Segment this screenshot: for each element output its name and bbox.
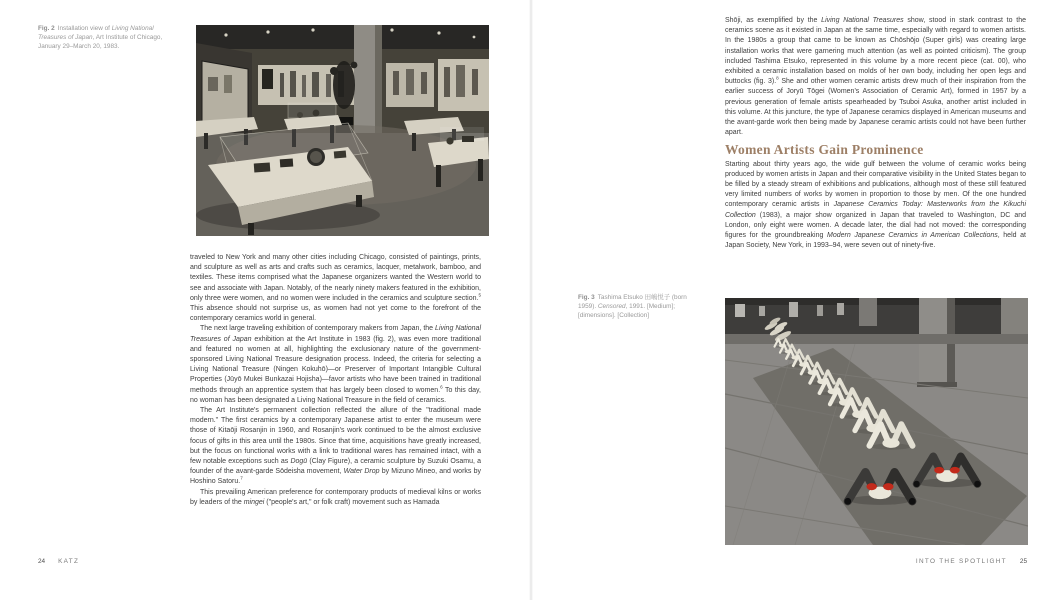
figure-2-caption [38,24,168,51]
paragraph: This prevailing American preference for contemporary products of medieval kilns or works by leaders of the mingei ("people's art," or folk craft) movement such as Hamada [190,488,481,506]
left-running-head: KATZ [58,558,80,565]
figure-2-photo-gallery-installation [196,25,489,236]
figure-2-label: Fig. 2 [38,25,55,32]
figure-3-caption [578,293,698,320]
figure-3-label: Fig. 3 [578,294,595,301]
left-page-footer [38,558,79,565]
ceramic-legs-illustration [725,298,1028,545]
figure-2-caption-text: Installation view of Living National Treasures of Japan, Art Institute of Chicago, January 29–March 20, 1983. [38,25,163,50]
section-heading: Women Artists Gain Prominence [725,142,924,158]
paragraph: The Art Institute's permanent collection reflected the allure of the "traditional made modern." The first ceramics by a contemporary Japanese artist to enter the museum were those of Kitaōji Rosanjin in 1960, and Rosanjin's work continued to be the almost exclusive focus of gifts in this area until the 1980s. Since that time, acquisitions have greatly increased, but the focus on functional works with a link to traditional wares has remained intact, with a few notable exceptions such as Dogū (Clay Figure), a ceramic sculpture by Suzuki Osamu, a founder of the avant-garde Sōdeisha movement, Water Drop by Mizuno Mineo, and works by Hoshino Satoru.$^7$ [190,407,481,486]
right-body-text [725,16,1026,251]
page-gutter [529,0,533,600]
paragraph: traveled to New York and many other cities including Chicago, consisted of paintings, prints, and sculpture as well as arts and crafts such as ceramics, lacquer, metalwork, bamboo, and textiles. These items comprised what the Japanese organizers wanted the Western world to see and associate with Japan. Notably, of the nearly ninety makers featured in the exhibition, only three were women, and no women were included in the ceramics and sculpture section.$^5$ This absence should not surprise us, as women had not yet come to the forefront of the contemporary ceramics world in general. [190,254,481,323]
paragraph: The next large traveling exhibition of contemporary makers from Japan, the Living National Treasures of Japan exhibition at the Art Institute in 1983 (fig. 2), was even more traditional and featured no women at all, highlighting the exclusionary nature of the government-sponsored Living National Treasure designation process. Indeed, the criteria for selecting a Living National Treasure (Ningen Kokuhō)—or Preserver of Important Intangible Cultural Properties (Jūyō Mukei Bunkazai Hojisha)—favor artists who have been trained in traditional methods through an apprentice system that has largely been closed to women.$^6$ To this day, no woman has been designated a Living National Treasure in the field of ceramics. [190,325,482,404]
figure-3-photo-ceramic-legs-installation [725,298,1028,545]
left-page-number: 24 [38,558,46,565]
left-body-text [190,253,481,508]
right-page-number: 25 [1019,558,1027,565]
paragraph: Starting about thirty years ago, the wide gulf between the volume of ceramic works being produced by women artists in Japan and their comparative visibility in the United States began to be filled by a steady stream of exhibitions and publications, although most of these still featured very limited numbers of works by women in proportion to those by men. Of the one hundred contemporary ceramic artists in Japanese Ceramics Today: Masterworks from the Kikuchi Collection (1983), a major show organized in Japan that traveled to Washington, DC and London, only eight were women. A decade later, the dial had not moved: the corresponding figures for the groundbreaking Modern Japanese Ceramics in American Collections, held at Japan Society, New York, in 1993–94, were seven out of ninety-five. [725,160,1026,250]
right-page-footer [916,558,1027,565]
gallery-installation-illustration [196,25,489,236]
figure-3-caption-text: Tashima Etsuko 田嶋悦子 (born 1959). Censored, 1991. [Medium]; [dimensions]. [Collection] [578,294,687,319]
right-running-head: INTO THE SPOTLIGHT [915,558,1007,565]
paragraph: Shōji, as exemplified by the Living National Treasures show, stood in stark contrast to the ceramics scene as it existed in Japan at the same time, especially with regard to women artists. In the 1980s a group that came to be known as Chōshōjo (Super girls) was creating large installation works that were garnering much attention (as well as pointed criticism). The group included Tashima Etsuko, represented in this volume by a more recent piece (cat. 00), who exhibited a ceramic installation based on molds of her own body, including her open legs and buttocks (fig. 3).$^8$ She and other women ceramic artists drew much of their inspiration from the earlier success of Joryū Tōgei (Women's Association of Ceramic Art), formed in 1957 by a previous generation of female artists spearheaded by Tsuboi Asuka, another artist included in this volume. At this juncture, the type of Japanese ceramics displayed in American museums and the avant-garde work then being made by Japanese ceramic artists could not have been further apart. [725,17,1026,137]
